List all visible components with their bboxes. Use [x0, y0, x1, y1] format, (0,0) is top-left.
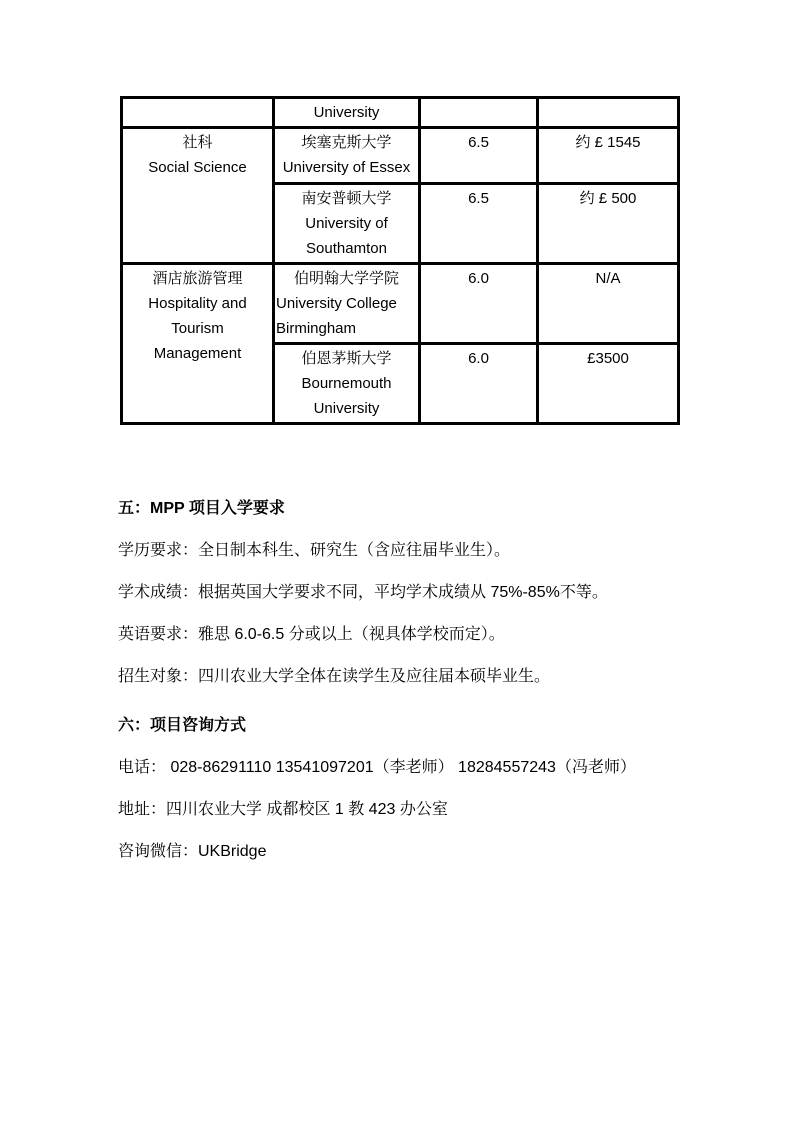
- fee-cell-southampton: 约 £ 500: [538, 184, 679, 264]
- university-name-en: Bournemouth: [301, 375, 392, 392]
- university-name-en: Southamton: [306, 240, 387, 257]
- ielts-cell-essex: 6.5: [420, 128, 538, 184]
- ielts-cell-birmingham: 6.0: [420, 264, 538, 344]
- university-name-cn: 埃塞克斯大学: [301, 134, 392, 151]
- university-name-cn: 伯明翰大学学院: [293, 270, 399, 287]
- academic-score-line: 学术成绩：根据英国大学要求不同，平均学术成绩从 75%-85%不等。: [118, 584, 608, 601]
- document-body: [118, 500, 718, 885]
- wechat-line: 咨询微信：UKBridge: [118, 843, 267, 860]
- university-name-en: Birmingham: [276, 320, 357, 337]
- english-requirement-line: 英语要求：雅思 6.0-6.5 分或以上（视具体学校而定）。: [118, 626, 505, 643]
- university-name-en: University: [313, 400, 380, 417]
- university-cell-bournemouth: [274, 344, 420, 424]
- education-requirement-line: 学历要求：全日制本科生、研究生（含应往届毕业生）。: [118, 542, 511, 559]
- table-row-essex: [122, 128, 679, 184]
- ielts-cell-empty: [420, 98, 538, 128]
- university-name-en: University of: [305, 215, 388, 232]
- section5-heading: 五：MPP 项目入学要求: [118, 500, 285, 517]
- fee-cell-bournemouth: £3500: [538, 344, 679, 424]
- table-row-continuation: [122, 98, 679, 128]
- program-university-table: [120, 96, 680, 425]
- table-row-birmingham: [122, 264, 679, 344]
- category-label-en: Management: [153, 345, 242, 362]
- university-name-en: University College: [276, 295, 397, 312]
- fee-cell-essex: 约 £ 1545: [538, 128, 679, 184]
- university-name-cn: 南安普顿大学: [301, 190, 392, 207]
- university-cell-birmingham: [274, 264, 420, 344]
- ielts-cell-southampton: 6.5: [420, 184, 538, 264]
- phone-line: 电话： 028-86291110 13541097201（李老师） 18284557243（冯老师）: [118, 759, 636, 776]
- university-name-cn: 伯恩茅斯大学: [301, 350, 392, 367]
- category-cell-social-science: [122, 128, 274, 264]
- category-label-cn: 酒店旅游管理: [152, 270, 243, 287]
- fee-cell-birmingham: N/A: [538, 264, 679, 344]
- category-label-en: Social Science: [148, 159, 247, 176]
- address-line: 地址：四川农业大学 成都校区 1 教 423 办公室: [118, 801, 448, 818]
- fee-cell-empty: [538, 98, 679, 128]
- category-label-en: Tourism: [171, 320, 224, 337]
- category-label-en: Hospitality and: [148, 295, 247, 312]
- category-label-cn: 社科: [182, 134, 213, 151]
- university-cell-continuation: University: [274, 98, 420, 128]
- section6-heading: 六：项目咨询方式: [118, 717, 247, 734]
- university-name-en: University of Essex: [282, 159, 411, 176]
- category-cell-hospitality: [122, 264, 274, 424]
- category-cell-empty: [122, 98, 274, 128]
- ielts-cell-bournemouth: 6.0: [420, 344, 538, 424]
- enrollment-target-line: 招生对象：四川农业大学全体在读学生及应往届本硕毕业生。: [118, 668, 551, 685]
- university-cell-southampton: [274, 184, 420, 264]
- university-cell-essex: [274, 128, 420, 184]
